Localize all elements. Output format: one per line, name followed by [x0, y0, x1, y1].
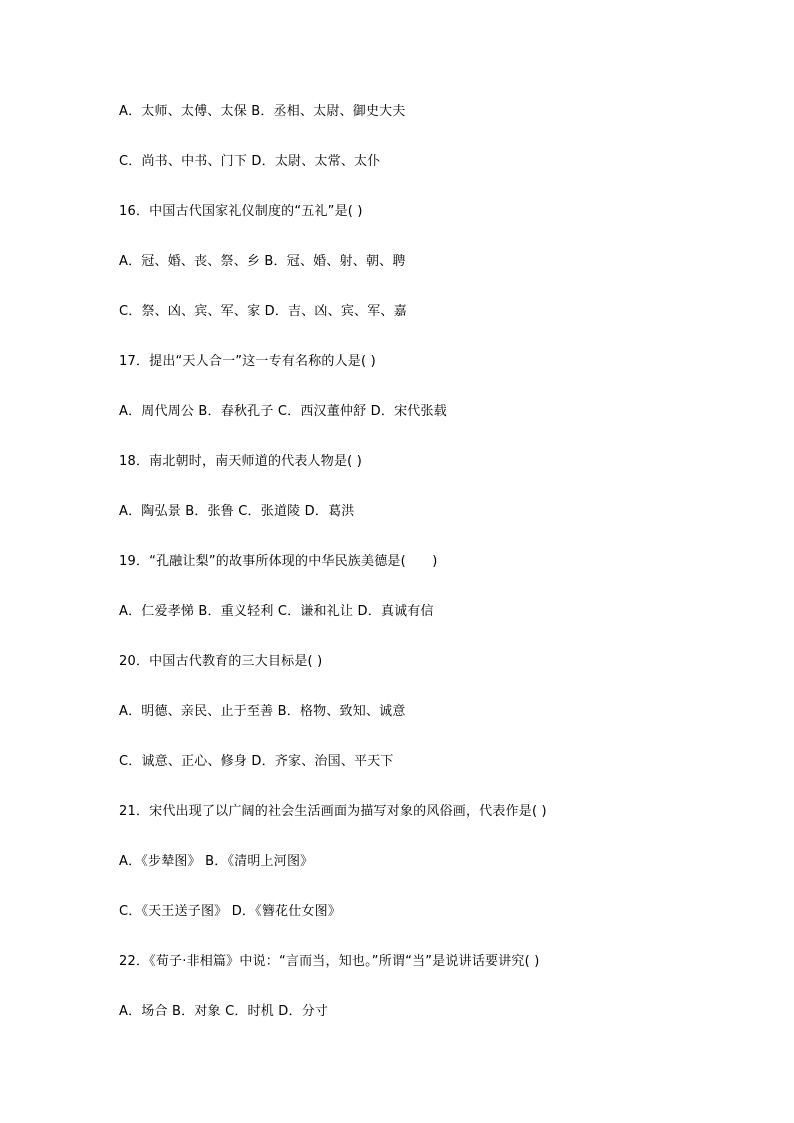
option-line-q21-cd: C．《天王送子图》 D．《簪花仕女图》	[119, 904, 342, 919]
option-line-q15-cd: C．尚书、中书、门下 D．太尉、太常、太仆	[119, 154, 381, 169]
option-line-q15-ab: A．太师、太傅、太保 B．丞相、太尉、御史大夫	[119, 104, 406, 119]
option-line-q22: A．场合 B．对象 C．时机 D．分寸	[119, 1004, 329, 1019]
question-18: 18．南北朝时，南天师道的代表人物是( )	[119, 454, 363, 469]
question-16: 16．中国古代国家礼仪制度的“五礼”是( )	[119, 204, 363, 219]
option-line-q21-ab: A．《步辇图》 B．《清明上河图》	[119, 854, 314, 869]
option-line-q18: A．陶弘景 B．张鲁 C．张道陵 D．葛洪	[119, 504, 355, 519]
option-line-q16-ab: A．冠、婚、丧、祭、乡 B．冠、婚、射、朝、聘	[119, 254, 406, 269]
option-line-q19: A．仁爱孝悌 B．重义轻利 C．谦和礼让 D．真诚有信	[119, 604, 434, 619]
option-line-q17: A．周代周公 B．春秋孔子 C．西汉董仲舒 D．宋代张载	[119, 404, 447, 419]
question-20: 20．中国古代教育的三大目标是( )	[119, 654, 323, 669]
option-line-q20-cd: C．诚意、正心、修身 D．齐家、治国、平天下	[119, 754, 394, 769]
question-22: 22．《荀子·非相篇》中说：“言而当，知也。”所谓“当”是说讲话要讲究( )	[119, 954, 540, 969]
question-21: 21．宋代出现了以广阔的社会生活画面为描写对象的风俗画，代表作是( )	[119, 804, 547, 819]
option-line-q16-cd: C．祭、凶、宾、军、家 D．吉、凶、宾、军、嘉	[119, 304, 407, 319]
option-line-q20-ab: A．明德、亲民、止于至善 B．格物、致知、诚意	[119, 704, 406, 719]
question-19: 19．“孔融让梨”的故事所体现的中华民族美德是( )	[119, 554, 438, 569]
question-17: 17．提出“天人合一”这一专有名称的人是( )	[119, 354, 376, 369]
